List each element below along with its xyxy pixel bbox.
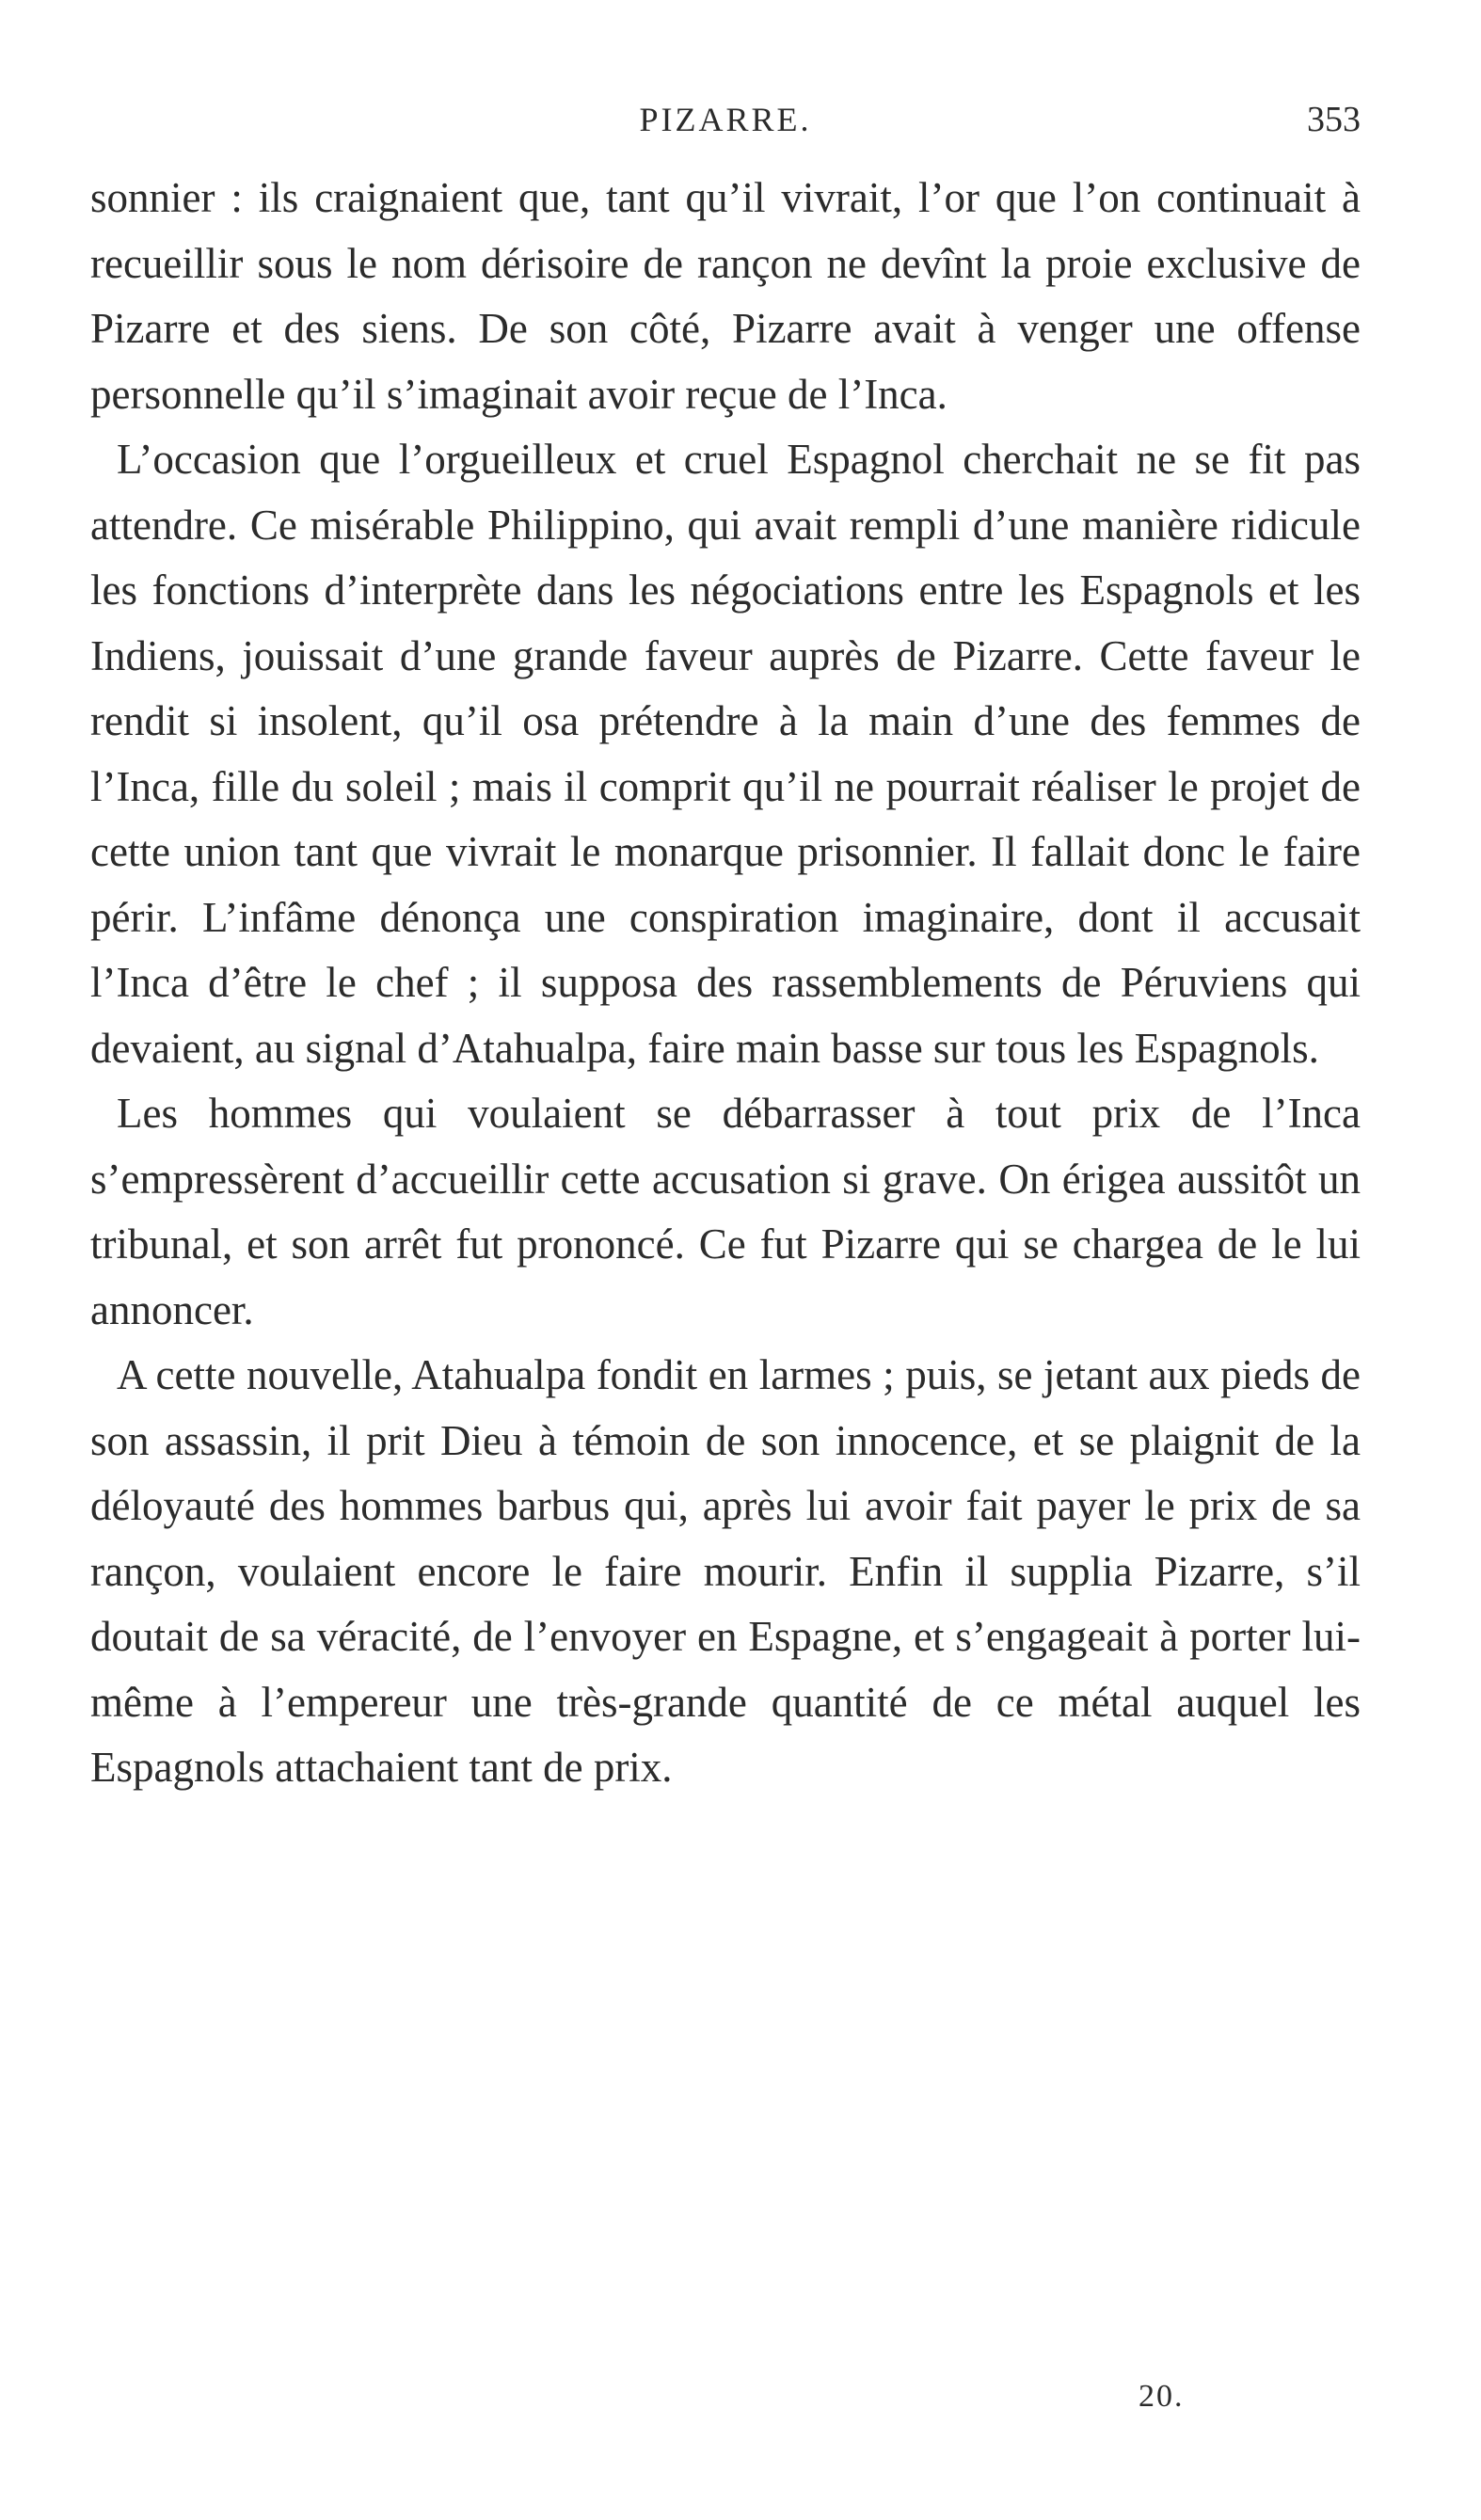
body-text (90, 166, 1361, 1801)
paragraph: A cette nouvelle, Atahualpa fondit en larmes ; puis, se jetant aux pieds de son assassin, il prit Dieu à témoin de son innocence, et se plaignit de la déloyauté des hommes barbus qui, après lui avoir fait payer le prix de sa rançon, voulaient encore le faire mourir. Enfin il supplia Pizarre, s’il doutait de sa véracité, de l’envoyer en Espagne, et s’engageait à porter lui-même à l’empereur une très-grande quantité de ce métal auquel les Espagnols attachaient tant de prix. (90, 1351, 1361, 1791)
page-number: 353 (1307, 100, 1361, 139)
signature-mark: 20. (1139, 2379, 1185, 2414)
running-title: PIZARRE. (639, 101, 812, 138)
running-head (90, 94, 1361, 145)
paragraph-continuation: sonnier : ils craignaient que, tant qu’il vivrait, l’or que l’on continuait à recueillir sous le nom dérisoire de rançon ne devînt la proie exclusive de Pizarre et des siens. De son côté, Pizarre avait à venger une offense personnelle qu’il s’imaginait avoir reçue de l’Inca. (90, 174, 1361, 418)
paragraph: Les hommes qui voulaient se débarrasser à tout prix de l’Inca s’empressèrent d’accueillir cette accusation si grave. On érigea aussitôt un tribunal, et son arrêt fut prononcé. Ce fut Pizarre qui se chargea de le lui annoncer. (90, 1090, 1361, 1333)
paragraph: L’occasion que l’orgueilleux et cruel Espagnol cherchait ne se fit pas attendre. Ce misérable Philippino, qui avait rempli d’une manière ridicule les fonctions d’interprète dans les négociations entre les Espagnols et les Indiens, jouissait d’une grande faveur auprès de Pizarre. Cette faveur le rendit si insolent, qu’il osa prétendre à la main d’une des femmes de l’Inca, fille du soleil ; mais il comprit qu’il ne pourrait réaliser le projet de cette union tant que vivrait le monarque prisonnier. Il fallait donc le faire périr. L’infâme dénonça une conspiration imaginaire, dont il accusait l’Inca d’être le chef ; il supposa des rassemblements de Péruviens qui devaient, au signal d’Atahualpa, faire main basse sur tous les Espagnols. (90, 436, 1361, 1072)
